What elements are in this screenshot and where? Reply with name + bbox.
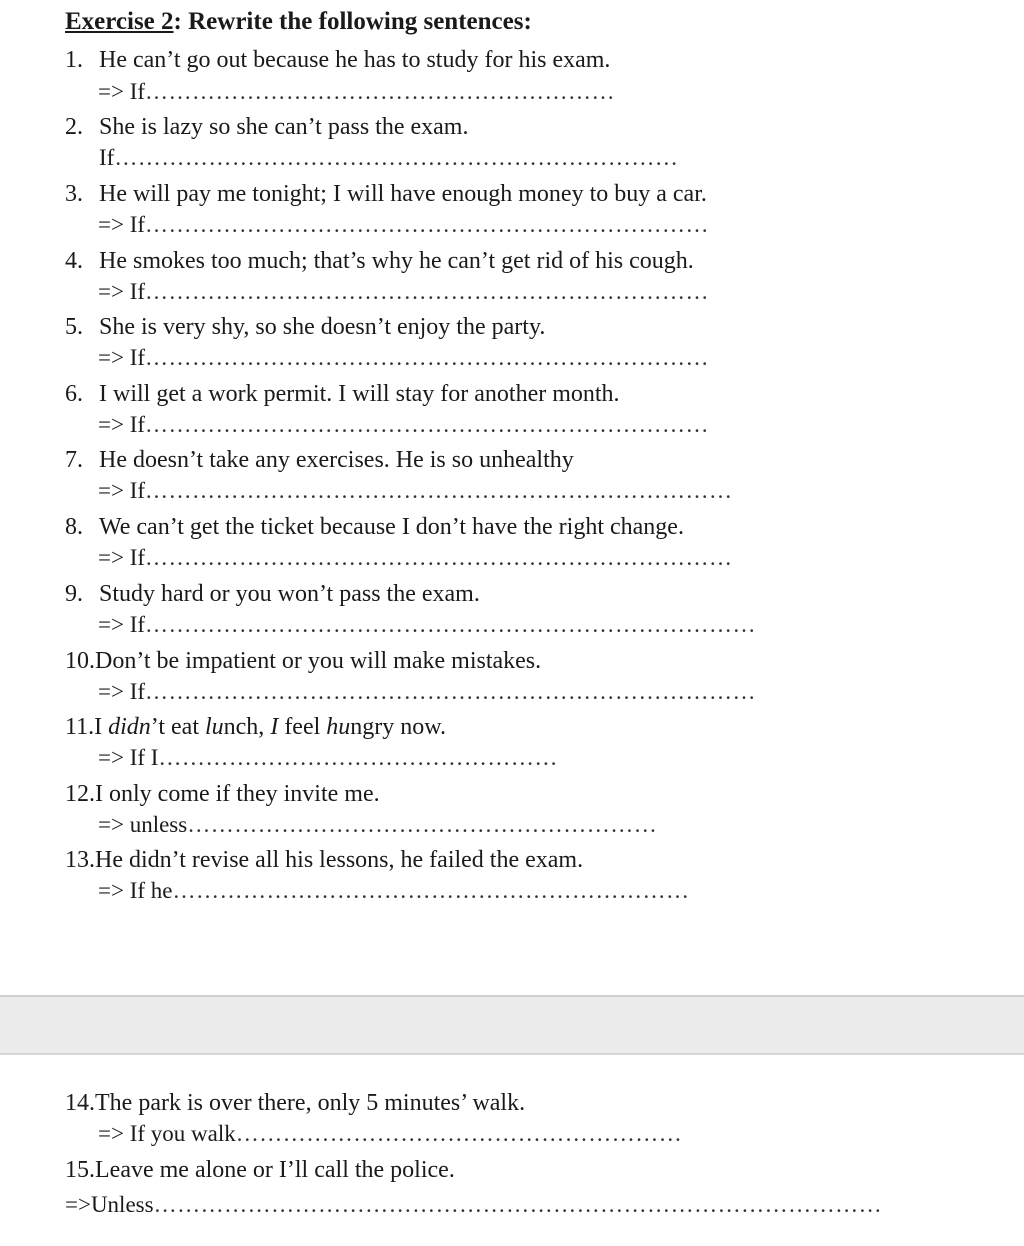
exercise-text: He didn’t revise all his lessons, he failed the exam. [95,847,584,873]
answer-prompt: If [99,145,115,170]
answer-blank[interactable]: ……………………………………………………………… [145,212,710,237]
exercise-4-answer[interactable] [98,277,709,307]
exercise-text: I [270,714,279,740]
exercise-text: He can’t go out because he has to study for his exam. [99,47,611,73]
exercise-text: hu [326,714,351,740]
exercise-number: 9. [65,581,83,607]
answer-prompt: => unless [98,812,188,837]
exercise-11-sentence [65,712,446,742]
exercise-15-sentence [65,1155,455,1185]
exercise-number: 15. [65,1157,95,1183]
exercise-text: nch, [223,714,271,740]
exercise-number: 8. [65,514,83,540]
exercise-8-sentence [65,512,684,542]
answer-prompt: => If [98,612,146,637]
answer-blank[interactable]: ………………………………………………………………… [145,545,733,570]
answer-blank[interactable]: ………………………………………………………… [172,878,690,903]
exercise-6-sentence [65,379,620,409]
exercise-text: I will get a work permit. I will stay for another month. [99,381,620,407]
exercise-10-answer[interactable] [98,677,756,707]
exercise-text: We can’t get the ticket because I don’t have the right change. [99,514,684,540]
answer-blank[interactable]: …………………………………………………………………… [145,679,757,704]
exercise-text: She is very shy, so she doesn’t enjoy the party. [99,314,546,340]
exercise-text: lu [204,714,224,740]
exercise-text: Don’t be impatient or you will make mistakes. [95,648,542,674]
exercise-number: 7. [65,447,83,473]
exercise-9-answer[interactable] [98,610,756,640]
exercise-7-answer[interactable] [98,476,733,506]
exercise-8-answer[interactable] [98,543,733,573]
exercise-text: He will pay me tonight; I will have enough money to buy a car. [99,181,707,207]
exercise-text: The park is over there, only 5 minutes’ walk. [95,1090,526,1116]
answer-blank[interactable]: ……………………………………………………………… [145,279,710,304]
exercise-14-answer[interactable] [98,1119,682,1149]
answer-blank[interactable]: ……………………………………………………………… [145,412,710,437]
exercise-text: He smokes too much; that’s why he can’t get rid of his cough. [99,248,694,274]
exercise-text: She is lazy so she can’t pass the exam. [99,114,469,140]
answer-prompt: => If [98,478,146,503]
exercise-text: He doesn’t take any exercises. He is so unhealthy [99,447,574,473]
exercise-text: ’t eat [150,714,205,740]
answer-blank[interactable]: …………………………………………………… [145,79,616,104]
answer-prompt: => If I [98,745,159,770]
exercise-text: didn [108,714,151,740]
exercise-5-answer[interactable] [98,343,709,373]
page-separator [0,995,1024,1055]
exercise-number: 6. [65,381,83,407]
exercise-text: I only come if they invite me. [95,781,380,807]
exercise-14-sentence [65,1088,525,1118]
exercise-1-answer[interactable] [98,77,615,107]
exercise-number: 12. [65,781,95,807]
exercise-12-answer[interactable] [98,810,657,840]
answer-blank[interactable]: …………………………………………………………………… [145,612,757,637]
answer-prompt: =>Unless [65,1192,154,1217]
exercise-13-answer[interactable] [98,876,689,906]
exercise-9-sentence [65,579,480,609]
answer-blank[interactable]: ………………………………………………………………………………… [153,1192,883,1217]
exercise-number: 2. [65,114,83,140]
exercise-13-sentence [65,845,583,875]
exercise-title-prefix: Exercise 2 [65,8,174,35]
exercise-number: 5. [65,314,83,340]
answer-prompt: => If [98,345,146,370]
exercise-3-answer[interactable] [98,210,709,240]
exercise-3-sentence [65,179,707,209]
exercise-number: 13. [65,847,95,873]
exercise-1-sentence [65,45,610,75]
answer-blank[interactable]: …………………………………………………… [187,812,658,837]
answer-blank[interactable]: ………………………………………………… [235,1121,683,1146]
answer-blank[interactable]: ………………………………………………………………… [145,478,733,503]
exercise-text: Leave me alone or I’ll call the police. [95,1157,455,1183]
answer-prompt: => If [98,412,146,437]
exercise-11-answer[interactable] [98,743,558,773]
exercise-12-sentence [65,779,380,809]
answer-blank[interactable]: ……………………………………………………………… [114,145,679,170]
exercise-number: 1. [65,47,83,73]
exercise-4-sentence [65,246,694,276]
exercise-7-sentence [65,445,574,475]
exercise-title-rest: : Rewrite the following sentences: [173,8,532,35]
exercise-15-answer[interactable] [65,1190,882,1220]
exercise-number: 14. [65,1090,95,1116]
exercise-text: I [94,714,109,740]
exercise-10-sentence [65,646,541,676]
exercise-5-sentence [65,312,545,342]
answer-prompt: => If you walk [98,1121,236,1146]
exercise-text: ngry now. [350,714,447,740]
exercise-number: 10. [65,648,95,674]
exercise-number: 4. [65,248,83,274]
answer-prompt: => If [98,212,146,237]
answer-blank[interactable]: …………………………………………… [158,745,558,770]
answer-blank[interactable]: ……………………………………………………………… [145,345,710,370]
answer-prompt: => If he [98,878,173,903]
exercise-2-answer[interactable] [99,143,678,173]
answer-prompt: => If [98,545,146,570]
exercise-6-answer[interactable] [98,410,709,440]
exercise-text: feel [278,714,327,740]
answer-prompt: => If [98,79,146,104]
exercise-text: Study hard or you won’t pass the exam. [99,581,480,607]
exercise-number: 3. [65,181,83,207]
exercise-title [65,8,532,36]
answer-prompt: => If [98,679,146,704]
exercise-number: 11. [65,714,95,740]
answer-prompt: => If [98,279,146,304]
exercise-2-sentence [65,112,468,142]
